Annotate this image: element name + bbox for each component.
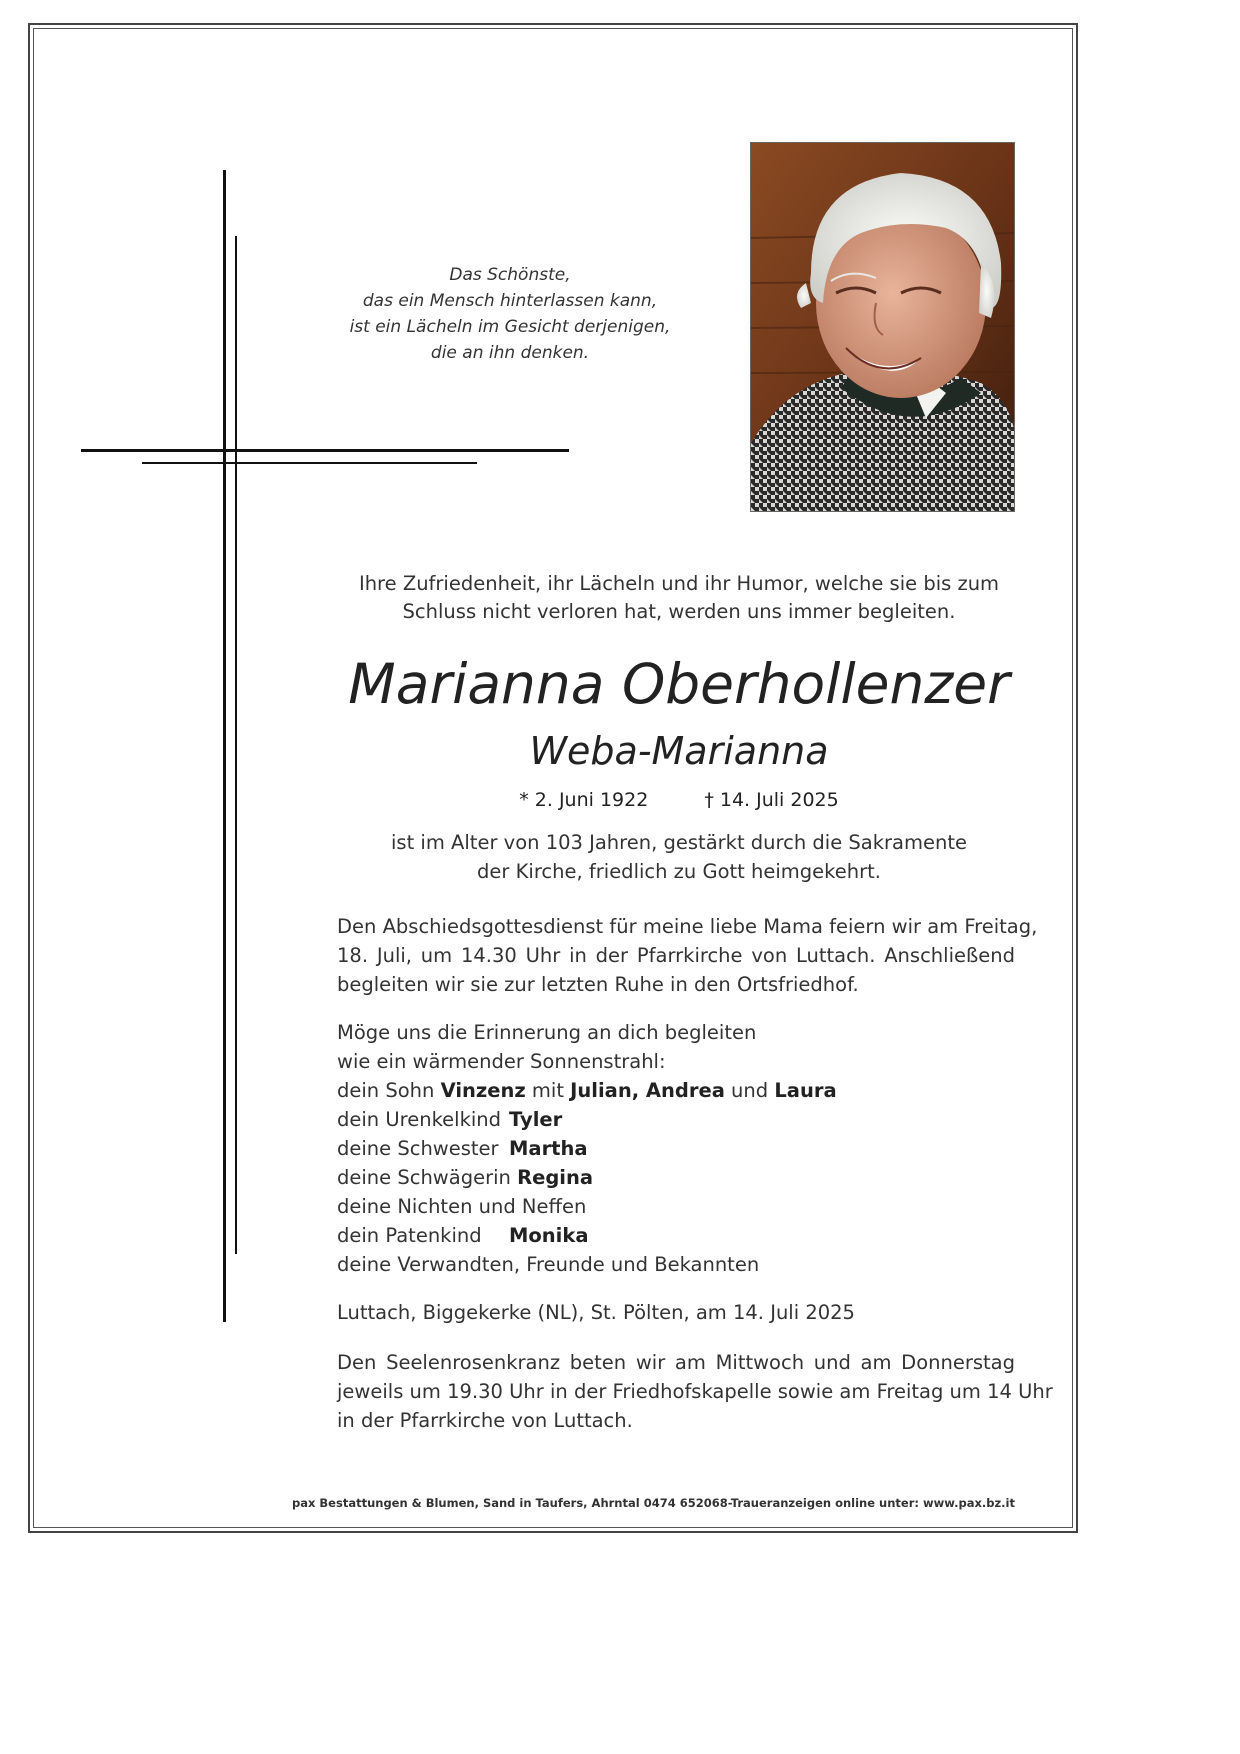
connector-text: und (724, 1079, 775, 1102)
service-announcement (337, 912, 1038, 999)
relation-label: dein Sohn (337, 1079, 441, 1102)
service-line: Den Abschiedsgottesdienst für meine liebe Mama feiern wir am Freitag, (337, 915, 1038, 938)
mourners-intro: wie ein wärmender Sonnenstrahl: (337, 1050, 666, 1073)
birth-date: * 2. Juni 1922 (519, 789, 649, 811)
rosary-line: Den Seelenrosenkranz beten wir am Mittwoch und am Donnerstag (337, 1351, 1015, 1374)
mourner-name: Julian, Andrea (570, 1079, 725, 1102)
mourner-others: deine Verwandten, Freunde und Bekannten (337, 1253, 760, 1276)
place-and-date: Luttach, Biggekerke (NL), St. Pölten, am 14. Juli 2025 (337, 1301, 855, 1324)
intro-text (336, 570, 1022, 626)
death-date: † 14. Juli 2025 (704, 789, 839, 811)
portrait-photo (750, 142, 1015, 512)
rosary-line: in der Pfarrkirche von Luttach. (337, 1409, 633, 1432)
connector-text: mit (525, 1079, 571, 1102)
intro-line: Ihre Zufriedenheit, ihr Lächeln und ihr Humor, welche sie bis zum (358, 572, 1000, 595)
age-line: der Kirche, friedlich zu Gott heimgekehrt. (477, 860, 881, 883)
mourner-name: Vinzenz (440, 1079, 526, 1102)
age-line: ist im Alter von 103 Jahren, gestärkt durch die Sakramente (391, 831, 967, 854)
mourner-name: Regina (517, 1166, 594, 1189)
rosary-line: jeweils um 19.30 Uhr in der Friedhofskapelle sowie am Freitag um 14 Uhr (337, 1380, 1053, 1403)
quote-line: ist ein Lächeln im Gesicht derjenigen, (349, 317, 671, 337)
mourner-name: Laura (774, 1079, 837, 1102)
relation-label: deine Schwägerin (337, 1166, 518, 1189)
rosary-announcement (337, 1348, 1053, 1435)
cross-vertical-short (235, 236, 237, 1254)
cross-vertical-long (223, 170, 226, 1322)
mourner-son (337, 1076, 837, 1105)
mourner-godchild (337, 1221, 837, 1250)
relation-label: dein Urenkelkind (337, 1108, 502, 1131)
mourner-name: Monika (509, 1224, 589, 1247)
life-dates (336, 787, 1022, 813)
mourner-sister (337, 1134, 837, 1163)
service-line: 18. Juli, um 14.30 Uhr in der Pfarrkirche von Luttach. Anschließend (337, 944, 1015, 967)
relation-label: dein Patenkind (337, 1224, 482, 1247)
mourner-name: Tyler (509, 1108, 563, 1131)
mourner-great-grandchild (337, 1105, 837, 1134)
memorial-quote (300, 262, 720, 366)
mourners-intro: Möge uns die Erinnerung an dich begleiten (337, 1021, 757, 1044)
service-line: begleiten wir sie zur letzten Ruhe in den Ortsfriedhof. (337, 973, 859, 996)
quote-line: Das Schönste, (449, 265, 571, 285)
cross-horizontal-long (81, 449, 569, 452)
mourner-nieces-nephews: deine Nichten und Neffen (337, 1195, 587, 1218)
mourners-list (337, 1018, 837, 1279)
relation-label: deine Schwester (337, 1137, 499, 1160)
intro-line: Schluss nicht verloren hat, werden uns immer begleiten. (402, 600, 956, 623)
quote-line: die an ihn denken. (430, 343, 590, 363)
deceased-nickname: Weba-Marianna (529, 729, 829, 773)
age-text (336, 828, 1022, 886)
deceased-name: Marianna Oberhollenzer (348, 652, 1010, 716)
cross-horizontal-short (142, 462, 477, 464)
quote-line: das ein Mensch hinterlassen kann, (362, 291, 658, 311)
footer-funeral-home: pax Bestattungen & Blumen, Sand in Taufers, Ahrntal 0474 652068-Traueranzeigen online unter: www.pax.bz.it (292, 1496, 1015, 1510)
mourner-name: Martha (509, 1137, 588, 1160)
mourner-sister-in-law (337, 1163, 837, 1192)
